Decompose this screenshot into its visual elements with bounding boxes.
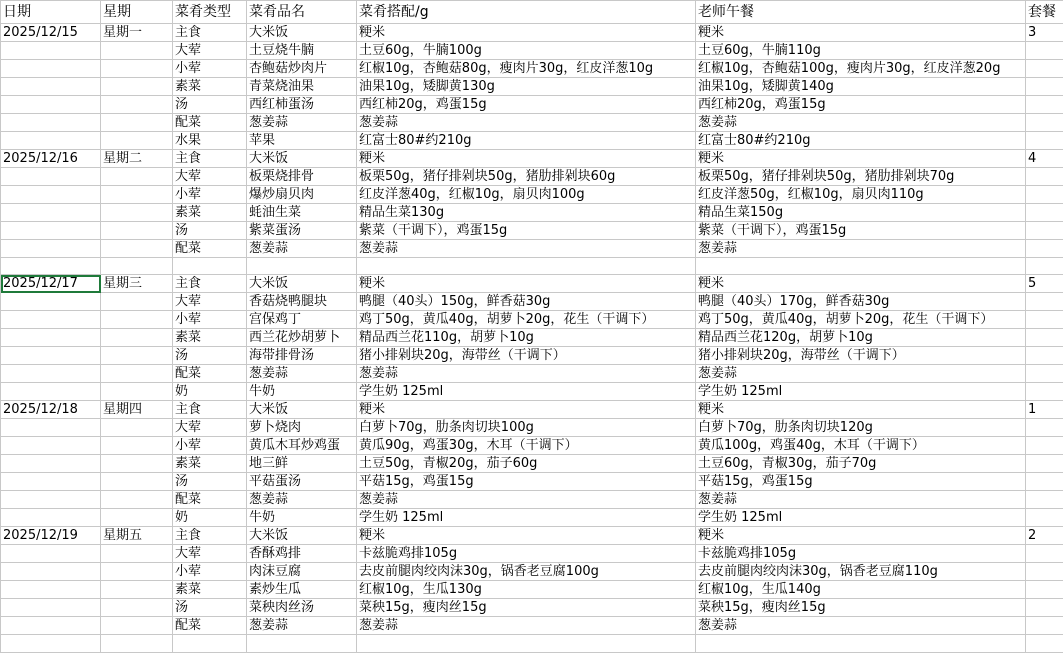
- set-meal-cell[interactable]: [1026, 78, 1063, 96]
- table-row: [1, 473, 1063, 491]
- set-meal-cell[interactable]: [1026, 563, 1063, 581]
- ingredients-cell[interactable]: 卡兹脆鸡排105g: [357, 545, 696, 563]
- teacher-lunch-cell[interactable]: 油果10g，矮脚黄140g: [696, 78, 1026, 96]
- teacher-lunch-cell[interactable]: 葱姜蒜: [696, 240, 1026, 258]
- dish-type-cell[interactable]: 大荤: [173, 419, 247, 437]
- ingredients-cell[interactable]: 土豆50g，青椒20g，茄子60g: [357, 455, 696, 473]
- set-meal-cell[interactable]: [1026, 635, 1063, 652]
- teacher-lunch-cell[interactable]: 葱姜蒜: [696, 491, 1026, 509]
- dish-name-cell[interactable]: 爆炒扇贝肉: [247, 186, 357, 204]
- weekday-cell[interactable]: 星期一: [101, 24, 173, 42]
- dish-type-cell[interactable]: 主食: [173, 527, 247, 545]
- dish-name-cell[interactable]: 葱姜蒜: [247, 240, 357, 258]
- teacher-lunch-cell[interactable]: 学生奶 125ml: [696, 509, 1026, 527]
- set-meal-cell[interactable]: [1026, 186, 1063, 204]
- weekday-cell[interactable]: [101, 365, 173, 383]
- ingredients-cell[interactable]: 平菇15g，鸡蛋15g: [357, 473, 696, 491]
- table-row: [1, 293, 1063, 311]
- ingredients-cell[interactable]: 紫菜（干调下），鸡蛋15g: [357, 222, 696, 240]
- ingredients-cell[interactable]: 葱姜蒜: [357, 617, 696, 635]
- dish-name-cell[interactable]: 大米饭: [247, 150, 357, 168]
- set-meal-cell[interactable]: [1026, 599, 1063, 617]
- date-cell[interactable]: [1, 545, 101, 563]
- table-row: [1, 635, 1063, 652]
- date-cell[interactable]: [1, 437, 101, 455]
- dish-type-cell[interactable]: 大荤: [173, 293, 247, 311]
- dish-type-cell[interactable]: 小荤: [173, 563, 247, 581]
- table-row: [1, 222, 1063, 240]
- dish-type-cell[interactable]: 小荤: [173, 311, 247, 329]
- dish-name-cell[interactable]: 大米饭: [247, 275, 357, 293]
- date-cell[interactable]: [1, 240, 101, 258]
- dish-name-cell[interactable]: 葱姜蒜: [247, 114, 357, 132]
- teacher-lunch-cell[interactable]: 粳米: [696, 275, 1026, 293]
- dish-name-cell[interactable]: 紫菜蛋汤: [247, 222, 357, 240]
- weekday-cell[interactable]: [101, 491, 173, 509]
- table-row: [1, 204, 1063, 222]
- teacher-lunch-cell[interactable]: 黄瓜100g，鸡蛋40g，木耳（干调下）: [696, 437, 1026, 455]
- table-row: [1, 599, 1063, 617]
- set-meal-cell[interactable]: [1026, 222, 1063, 240]
- teacher-lunch-cell[interactable]: 去皮前腿肉绞肉沫30g，锅香老豆腐110g: [696, 563, 1026, 581]
- dish-name-cell[interactable]: 葱姜蒜: [247, 365, 357, 383]
- teacher-lunch-cell[interactable]: 粳米: [696, 150, 1026, 168]
- weekday-cell[interactable]: 星期二: [101, 150, 173, 168]
- dish-type-cell[interactable]: 配菜: [173, 365, 247, 383]
- date-cell[interactable]: [1, 581, 101, 599]
- set-meal-cell[interactable]: [1026, 581, 1063, 599]
- ingredients-cell[interactable]: 粳米: [357, 401, 696, 419]
- teacher-lunch-cell[interactable]: 葱姜蒜: [696, 114, 1026, 132]
- dish-name-cell[interactable]: 牛奶: [247, 509, 357, 527]
- date-cell[interactable]: [1, 60, 101, 78]
- date-cell[interactable]: [1, 635, 101, 652]
- dish-name-cell[interactable]: 苹果: [247, 132, 357, 150]
- table-row: [1, 527, 1063, 545]
- table-row: [1, 329, 1063, 347]
- date-cell[interactable]: [1, 42, 101, 60]
- dish-name-cell[interactable]: 西红柿蛋汤: [247, 96, 357, 114]
- table-row: [1, 545, 1063, 563]
- dish-type-cell[interactable]: 素菜: [173, 329, 247, 347]
- dish-name-cell[interactable]: [247, 258, 357, 275]
- dish-name-cell[interactable]: 板栗烧排骨: [247, 168, 357, 186]
- table-row: [1, 78, 1063, 96]
- set-meal-cell[interactable]: [1026, 365, 1063, 383]
- set-meal-cell[interactable]: [1026, 240, 1063, 258]
- header-weekday[interactable]: 星期: [101, 1, 173, 24]
- set-meal-cell[interactable]: [1026, 419, 1063, 437]
- table-row: [1, 60, 1063, 78]
- dish-type-cell[interactable]: 配菜: [173, 114, 247, 132]
- weekday-cell[interactable]: [101, 599, 173, 617]
- ingredients-cell[interactable]: 西红柿20g，鸡蛋15g: [357, 96, 696, 114]
- teacher-lunch-cell[interactable]: 平菇15g，鸡蛋15g: [696, 473, 1026, 491]
- ingredients-cell[interactable]: 粳米: [357, 275, 696, 293]
- set-meal-cell[interactable]: [1026, 347, 1063, 365]
- dish-type-cell[interactable]: 小荤: [173, 60, 247, 78]
- teacher-lunch-cell[interactable]: 白萝卜70g，肋条肉切块120g: [696, 419, 1026, 437]
- date-cell[interactable]: [1, 204, 101, 222]
- weekday-cell[interactable]: [101, 437, 173, 455]
- set-meal-cell[interactable]: 5: [1026, 275, 1063, 293]
- ingredients-cell[interactable]: [357, 635, 696, 652]
- teacher-lunch-cell[interactable]: 葱姜蒜: [696, 365, 1026, 383]
- set-meal-cell[interactable]: [1026, 42, 1063, 60]
- ingredients-cell[interactable]: 鸭腿（40头）150g，鲜香菇30g: [357, 293, 696, 311]
- dish-type-cell[interactable]: 素菜: [173, 455, 247, 473]
- weekday-cell[interactable]: [101, 96, 173, 114]
- table-row: [1, 168, 1063, 186]
- teacher-lunch-cell[interactable]: 粳米: [696, 24, 1026, 42]
- date-cell[interactable]: [1, 491, 101, 509]
- date-cell[interactable]: 2025/12/19: [1, 527, 101, 545]
- dish-type-cell[interactable]: 素菜: [173, 204, 247, 222]
- dish-type-cell[interactable]: 配菜: [173, 617, 247, 635]
- dish-type-cell[interactable]: 主食: [173, 275, 247, 293]
- weekday-cell[interactable]: [101, 617, 173, 635]
- ingredients-cell[interactable]: 红椒10g，杏鲍菇80g，瘦肉片30g，红皮洋葱10g: [357, 60, 696, 78]
- dish-name-cell[interactable]: 青菜烧油果: [247, 78, 357, 96]
- set-meal-cell[interactable]: [1026, 132, 1063, 150]
- ingredients-cell[interactable]: 红富士80#约210g: [357, 132, 696, 150]
- weekday-cell[interactable]: [101, 563, 173, 581]
- dish-name-cell[interactable]: 平菇蛋汤: [247, 473, 357, 491]
- weekday-cell[interactable]: [101, 329, 173, 347]
- weekday-cell[interactable]: [101, 455, 173, 473]
- dish-type-cell[interactable]: 主食: [173, 24, 247, 42]
- weekday-cell[interactable]: [101, 114, 173, 132]
- table-row: [1, 491, 1063, 509]
- set-meal-cell[interactable]: [1026, 437, 1063, 455]
- table-row: [1, 437, 1063, 455]
- teacher-lunch-cell[interactable]: 鸡丁50g，黄瓜40g，胡萝卜20g，花生（干调下）: [696, 311, 1026, 329]
- weekday-cell[interactable]: [101, 545, 173, 563]
- ingredients-cell[interactable]: 白萝卜70g，肋条肉切块100g: [357, 419, 696, 437]
- teacher-lunch-cell[interactable]: 鸭腿（40头）170g，鲜香菇30g: [696, 293, 1026, 311]
- dish-type-cell[interactable]: 汤: [173, 96, 247, 114]
- table-row: [1, 132, 1063, 150]
- weekday-cell[interactable]: [101, 258, 173, 275]
- header-row: [1, 1, 1063, 24]
- date-cell[interactable]: 2025/12/17: [1, 275, 101, 293]
- teacher-lunch-cell[interactable]: 红椒10g，杏鲍菇100g，瘦肉片30g，红皮洋葱20g: [696, 60, 1026, 78]
- ingredients-cell[interactable]: 板栗50g，猪仔排剁块50g，猪肋排剁块60g: [357, 168, 696, 186]
- teacher-lunch-cell[interactable]: 红椒10g，生瓜140g: [696, 581, 1026, 599]
- teacher-lunch-cell[interactable]: [696, 635, 1026, 652]
- dish-type-cell[interactable]: 汤: [173, 222, 247, 240]
- header-date[interactable]: 日期: [1, 1, 101, 24]
- date-cell[interactable]: [1, 222, 101, 240]
- header-dish-type[interactable]: 菜肴类型: [173, 1, 247, 24]
- set-meal-cell[interactable]: [1026, 617, 1063, 635]
- teacher-lunch-cell[interactable]: 菜秧15g，瘦肉丝15g: [696, 599, 1026, 617]
- dish-name-cell[interactable]: 蚝油生菜: [247, 204, 357, 222]
- weekday-cell[interactable]: [101, 383, 173, 401]
- dish-name-cell[interactable]: 地三鲜: [247, 455, 357, 473]
- dish-name-cell[interactable]: 葱姜蒜: [247, 617, 357, 635]
- set-meal-cell[interactable]: [1026, 509, 1063, 527]
- ingredients-cell[interactable]: 土豆60g，牛腩100g: [357, 42, 696, 60]
- dish-name-cell[interactable]: 宫保鸡丁: [247, 311, 357, 329]
- ingredients-cell[interactable]: 猪小排剁块20g，海带丝（干调下）: [357, 347, 696, 365]
- date-cell[interactable]: 2025/12/16: [1, 150, 101, 168]
- header-dish-name[interactable]: 菜肴品名: [247, 1, 357, 24]
- weekday-cell[interactable]: [101, 204, 173, 222]
- set-meal-cell[interactable]: 3: [1026, 24, 1063, 42]
- table-row: [1, 150, 1063, 168]
- weekday-cell[interactable]: [101, 186, 173, 204]
- teacher-lunch-cell[interactable]: [696, 258, 1026, 275]
- set-meal-cell[interactable]: [1026, 168, 1063, 186]
- ingredients-cell[interactable]: 粳米: [357, 527, 696, 545]
- date-cell[interactable]: [1, 258, 101, 275]
- weekday-cell[interactable]: [101, 473, 173, 491]
- set-meal-cell[interactable]: [1026, 329, 1063, 347]
- date-cell[interactable]: [1, 509, 101, 527]
- set-meal-cell[interactable]: [1026, 473, 1063, 491]
- teacher-lunch-cell[interactable]: 紫菜（干调下），鸡蛋15g: [696, 222, 1026, 240]
- set-meal-cell[interactable]: [1026, 258, 1063, 275]
- dish-name-cell[interactable]: 土豆烧牛腩: [247, 42, 357, 60]
- table-row: [1, 186, 1063, 204]
- weekday-cell[interactable]: [101, 509, 173, 527]
- set-meal-cell[interactable]: [1026, 114, 1063, 132]
- dish-type-cell[interactable]: 大荤: [173, 545, 247, 563]
- dish-type-cell[interactable]: 小荤: [173, 437, 247, 455]
- set-meal-cell[interactable]: 2: [1026, 527, 1063, 545]
- dish-name-cell[interactable]: 西兰花炒胡萝卜: [247, 329, 357, 347]
- dish-name-cell[interactable]: 大米饭: [247, 401, 357, 419]
- weekday-cell[interactable]: [101, 42, 173, 60]
- ingredients-cell[interactable]: 葱姜蒜: [357, 114, 696, 132]
- date-cell[interactable]: [1, 329, 101, 347]
- date-cell[interactable]: [1, 311, 101, 329]
- header-teacher-lunch[interactable]: 老师午餐: [696, 1, 1026, 24]
- set-meal-cell[interactable]: [1026, 491, 1063, 509]
- date-cell[interactable]: [1, 293, 101, 311]
- date-cell[interactable]: [1, 455, 101, 473]
- teacher-lunch-cell[interactable]: 精品西兰花120g，胡萝卜10g: [696, 329, 1026, 347]
- ingredients-cell[interactable]: 葱姜蒜: [357, 491, 696, 509]
- table-row: [1, 563, 1063, 581]
- dish-name-cell[interactable]: 菜秧肉丝汤: [247, 599, 357, 617]
- set-meal-cell[interactable]: [1026, 60, 1063, 78]
- weekday-cell[interactable]: [101, 240, 173, 258]
- dish-name-cell[interactable]: 杏鲍菇炒肉片: [247, 60, 357, 78]
- weekday-cell[interactable]: [101, 347, 173, 365]
- date-cell[interactable]: [1, 96, 101, 114]
- weekday-cell[interactable]: [101, 132, 173, 150]
- dish-type-cell[interactable]: 水果: [173, 132, 247, 150]
- ingredients-cell[interactable]: 葱姜蒜: [357, 365, 696, 383]
- ingredients-cell[interactable]: 鸡丁50g，黄瓜40g，胡萝卜20g，花生（干调下）: [357, 311, 696, 329]
- dish-name-cell[interactable]: 香酥鸡排: [247, 545, 357, 563]
- dish-type-cell[interactable]: 主食: [173, 401, 247, 419]
- weekday-cell[interactable]: [101, 635, 173, 652]
- table-body: [1, 24, 1063, 653]
- set-meal-cell[interactable]: 4: [1026, 150, 1063, 168]
- date-cell[interactable]: [1, 419, 101, 437]
- teacher-lunch-cell[interactable]: 土豆60g，青椒30g，茄子70g: [696, 455, 1026, 473]
- ingredients-cell[interactable]: 粳米: [357, 150, 696, 168]
- table-row: [1, 509, 1063, 527]
- set-meal-cell[interactable]: [1026, 455, 1063, 473]
- dish-type-cell[interactable]: 大荤: [173, 42, 247, 60]
- dish-type-cell[interactable]: [173, 258, 247, 275]
- set-meal-cell[interactable]: 1: [1026, 401, 1063, 419]
- set-meal-cell[interactable]: [1026, 311, 1063, 329]
- table-row: [1, 383, 1063, 401]
- teacher-lunch-cell[interactable]: 猪小排剁块20g，海带丝（干调下）: [696, 347, 1026, 365]
- date-cell[interactable]: [1, 365, 101, 383]
- dish-type-cell[interactable]: 奶: [173, 383, 247, 401]
- ingredients-cell[interactable]: 学生奶 125ml: [357, 509, 696, 527]
- teacher-lunch-cell[interactable]: 土豆60g，牛腩110g: [696, 42, 1026, 60]
- dish-type-cell[interactable]: [173, 635, 247, 652]
- dish-type-cell[interactable]: 奶: [173, 509, 247, 527]
- set-meal-cell[interactable]: [1026, 545, 1063, 563]
- table-row: [1, 114, 1063, 132]
- teacher-lunch-cell[interactable]: 葱姜蒜: [696, 617, 1026, 635]
- dish-type-cell[interactable]: 小荤: [173, 186, 247, 204]
- dish-type-cell[interactable]: 主食: [173, 150, 247, 168]
- ingredients-cell[interactable]: 葱姜蒜: [357, 240, 696, 258]
- date-cell[interactable]: [1, 563, 101, 581]
- dish-name-cell[interactable]: [247, 635, 357, 652]
- ingredients-cell[interactable]: 去皮前腿肉绞肉沫30g，锅香老豆腐100g: [357, 563, 696, 581]
- date-cell[interactable]: [1, 168, 101, 186]
- teacher-lunch-cell[interactable]: 粳米: [696, 401, 1026, 419]
- weekday-cell[interactable]: 星期五: [101, 527, 173, 545]
- teacher-lunch-cell[interactable]: 卡兹脆鸡排105g: [696, 545, 1026, 563]
- table-row: [1, 258, 1063, 275]
- table-row: [1, 617, 1063, 635]
- header-set-meal[interactable]: 套餐: [1026, 1, 1063, 24]
- weekday-cell[interactable]: [101, 168, 173, 186]
- date-cell[interactable]: 2025/12/15: [1, 24, 101, 42]
- dish-type-cell[interactable]: 素菜: [173, 581, 247, 599]
- table-row: [1, 311, 1063, 329]
- table-row: [1, 24, 1063, 42]
- dish-name-cell[interactable]: 香菇烧鸭腿块: [247, 293, 357, 311]
- teacher-lunch-cell[interactable]: 红皮洋葱50g，红椒10g，扇贝肉110g: [696, 186, 1026, 204]
- ingredients-cell[interactable]: 菜秧15g，瘦肉丝15g: [357, 599, 696, 617]
- dish-type-cell[interactable]: 配菜: [173, 240, 247, 258]
- ingredients-cell[interactable]: 学生奶 125ml: [357, 383, 696, 401]
- set-meal-cell[interactable]: [1026, 204, 1063, 222]
- dish-name-cell[interactable]: 牛奶: [247, 383, 357, 401]
- dish-type-cell[interactable]: 配菜: [173, 491, 247, 509]
- weekday-cell[interactable]: [101, 581, 173, 599]
- table-row: [1, 42, 1063, 60]
- date-cell[interactable]: [1, 617, 101, 635]
- ingredients-cell[interactable]: [357, 258, 696, 275]
- ingredients-cell[interactable]: 粳米: [357, 24, 696, 42]
- teacher-lunch-cell[interactable]: 西红柿20g，鸡蛋15g: [696, 96, 1026, 114]
- date-cell[interactable]: [1, 114, 101, 132]
- date-cell[interactable]: [1, 473, 101, 491]
- teacher-lunch-cell[interactable]: 板栗50g，猪仔排剁块50g，猪肋排剁块70g: [696, 168, 1026, 186]
- ingredients-cell[interactable]: 精品生菜130g: [357, 204, 696, 222]
- dish-type-cell[interactable]: 汤: [173, 347, 247, 365]
- dish-name-cell[interactable]: 肉沫豆腐: [247, 563, 357, 581]
- table-row: [1, 455, 1063, 473]
- header-ingredients[interactable]: 菜肴搭配/g: [357, 1, 696, 24]
- date-cell[interactable]: [1, 347, 101, 365]
- table-row: [1, 96, 1063, 114]
- date-cell[interactable]: [1, 132, 101, 150]
- dish-type-cell[interactable]: 汤: [173, 473, 247, 491]
- weekday-cell[interactable]: [101, 78, 173, 96]
- teacher-lunch-cell[interactable]: 红富士80#约210g: [696, 132, 1026, 150]
- dish-name-cell[interactable]: 大米饭: [247, 527, 357, 545]
- dish-type-cell[interactable]: 素菜: [173, 78, 247, 96]
- dish-type-cell[interactable]: 汤: [173, 599, 247, 617]
- table-row: [1, 365, 1063, 383]
- ingredients-cell[interactable]: 黄瓜90g，鸡蛋30g，木耳（干调下）: [357, 437, 696, 455]
- set-meal-cell[interactable]: [1026, 96, 1063, 114]
- dish-name-cell[interactable]: 葱姜蒜: [247, 491, 357, 509]
- weekday-cell[interactable]: 星期四: [101, 401, 173, 419]
- teacher-lunch-cell[interactable]: 学生奶 125ml: [696, 383, 1026, 401]
- dish-type-cell[interactable]: 大荤: [173, 168, 247, 186]
- ingredients-cell[interactable]: 红椒10g，生瓜130g: [357, 581, 696, 599]
- teacher-lunch-cell[interactable]: 精品生菜150g: [696, 204, 1026, 222]
- table-row: [1, 240, 1063, 258]
- dish-name-cell[interactable]: 海带排骨汤: [247, 347, 357, 365]
- weekday-cell[interactable]: [101, 293, 173, 311]
- date-cell[interactable]: [1, 186, 101, 204]
- dish-name-cell[interactable]: 大米饭: [247, 24, 357, 42]
- teacher-lunch-cell[interactable]: 粳米: [696, 527, 1026, 545]
- ingredients-cell[interactable]: 油果10g，矮脚黄130g: [357, 78, 696, 96]
- dish-name-cell[interactable]: 黄瓜木耳炒鸡蛋: [247, 437, 357, 455]
- date-cell[interactable]: [1, 383, 101, 401]
- ingredients-cell[interactable]: 精品西兰花110g，胡萝卜10g: [357, 329, 696, 347]
- table-row: [1, 347, 1063, 365]
- set-meal-cell[interactable]: [1026, 293, 1063, 311]
- ingredients-cell[interactable]: 红皮洋葱40g，红椒10g，扇贝肉100g: [357, 186, 696, 204]
- table-row: [1, 419, 1063, 437]
- date-cell[interactable]: [1, 599, 101, 617]
- dish-name-cell[interactable]: 素炒生瓜: [247, 581, 357, 599]
- dish-name-cell[interactable]: 萝卜烧肉: [247, 419, 357, 437]
- weekday-cell[interactable]: [101, 311, 173, 329]
- weekday-cell[interactable]: [101, 419, 173, 437]
- weekday-cell[interactable]: [101, 60, 173, 78]
- table-row: [1, 581, 1063, 599]
- date-cell[interactable]: [1, 78, 101, 96]
- table-row: [1, 401, 1063, 419]
- date-cell[interactable]: 2025/12/18: [1, 401, 101, 419]
- table-row: [1, 275, 1063, 293]
- set-meal-cell[interactable]: [1026, 383, 1063, 401]
- weekday-cell[interactable]: 星期三: [101, 275, 173, 293]
- weekday-cell[interactable]: [101, 222, 173, 240]
